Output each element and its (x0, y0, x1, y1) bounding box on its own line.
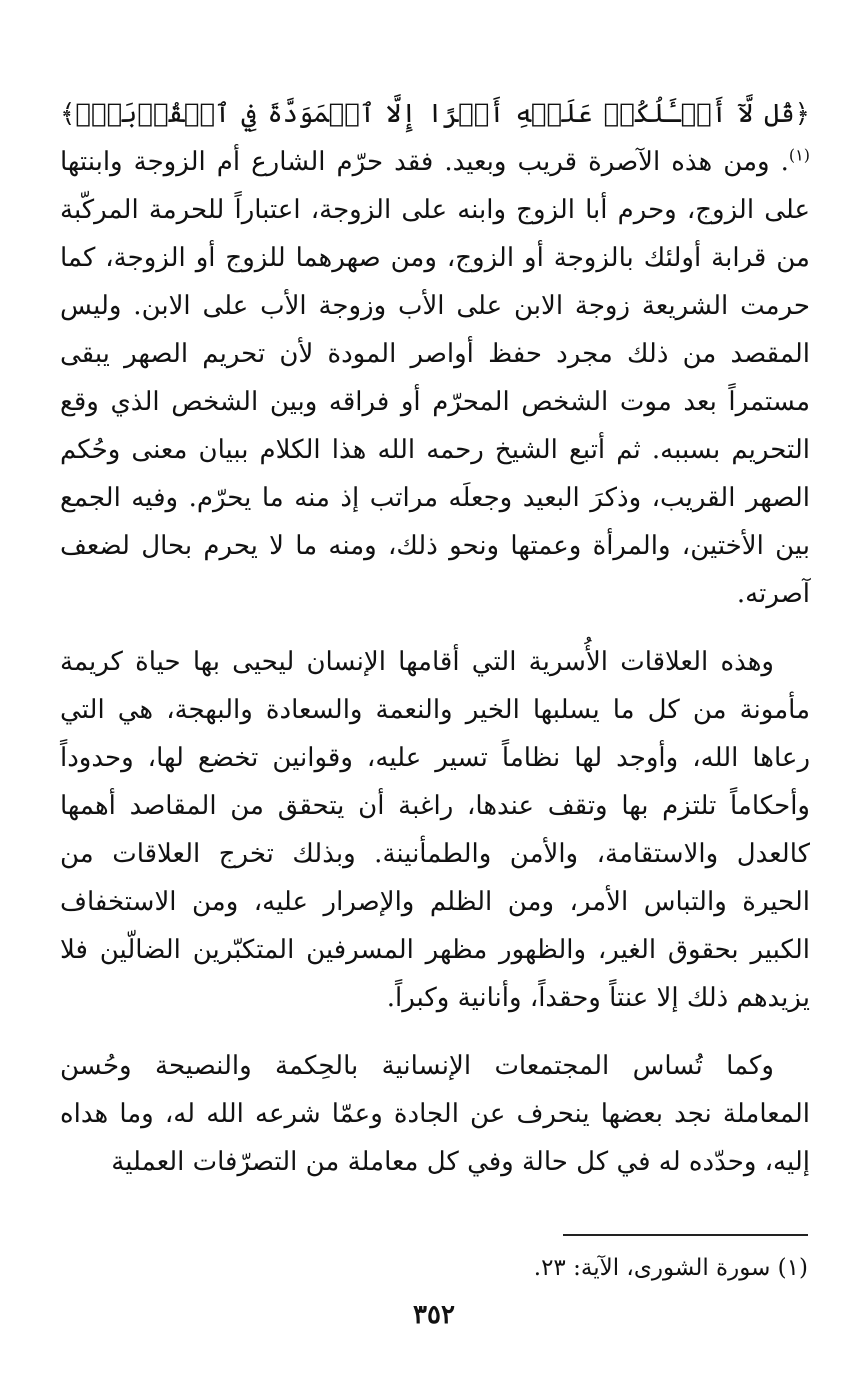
footnote-reference: (١) (788, 145, 810, 165)
paragraph-2: وهذه العلاقات الأُسرية التي أقامها الإنسان ليحيى بها حياة كريمة مأمونة من كل ما يسلبها الخير والنعمة والسعادة والبهجة، هي التي رعاها الله، وأوجد لها نظاماً تسير عليه، وقوانين تخضع لها، وحدوداً وأحكاماً تلتزم بها وتقف عندها، راغبة أن يتحقق من المقاصد أهمها كالعدل والاستقامة، والأمن والطمأنينة. وبذلك تخرج العلاقات من الحيرة والتباس الأمر، ومن الظلم والإصرار عليه، ومن الاستخفاف الكبير بحقوق الغير، والظهور مظهر المسرفين المتكبّرين الضالّين فلا يزيدهم ذلك إلا عنتاً وحقداً، وأنانية وكبراً. (60, 647, 810, 1013)
paragraph-1-text: . ومن هذه الآصرة قريب وبعيد. فقد حرّم الشارع أم الزوجة وابنتها على الزوج، وحرم أبا الزوج وابنه على الزوجة، اعتباراً للحرمة المركّبة من قرابة أولئك بالزوجة أو الزوج، ومن صهرهما للزوج أو الزوجة، كما حرمت الشريعة زوجة الابن على الأب وزوجة الأب على الابن. وليس المقصد من ذلك مجرد حفظ أواصر المودة لأن تحريم الصهر يبقى مستمراً بعد موت الشخص المحرّم أو فراقه وبين الشخص الذي وقع التحريم بسببه. ثم أتبع الشيخ رحمه الله هذا الكلام ببيان معنى وحُكم الصهر القريب، وذكرَ البعيد وجعلَه مراتب إذ منه ما يحرّم. وفيه الجمع بين الأختين، والمرأة وعمتها ونحو ذلك، ومنه ما لا يحرم بحال لضعف آصرته. (60, 147, 810, 609)
footnote: (١) سورة الشورى، الآية: ٢٣. (533, 1255, 808, 1281)
page-body (60, 90, 810, 1370)
page-number: ٣٥٢ (413, 1300, 455, 1330)
paragraph-1 (60, 90, 810, 618)
paragraph-3: وكما تُساس المجتمعات الإنسانية بالحِكمة والنصيحة وحُسن المعاملة نجد بعضها ينحرف عن الجادة وعمّا شرعه الله له، وما هداه إليه، وحدّده له في كل حالة وفي كل معاملة من التصرّفات العملية (60, 1051, 810, 1177)
quran-verse: ﴿قُل لَّآ أَسۡـَٔلُكُمۡ عَلَيۡهِ أَجۡرًا إِلَّا ٱلۡمَوَدَّةَ فِي ٱلۡقُرۡبَىٰۗ﴾ (60, 99, 810, 129)
footnote-divider (563, 1234, 808, 1236)
